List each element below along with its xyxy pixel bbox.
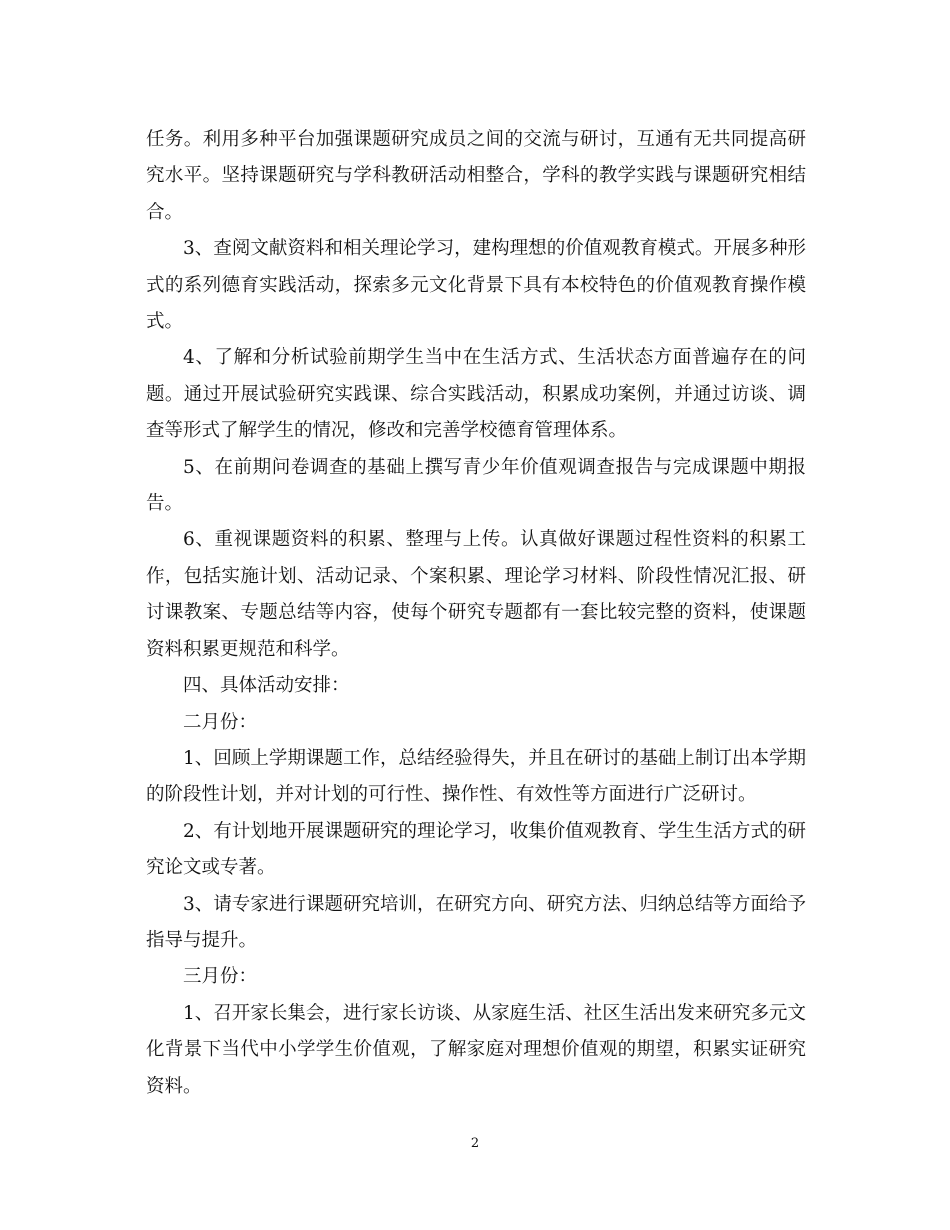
paragraph: 1、召开家长集会，进行家长访谈、从家庭生活、社区生活出发来研究多元文化背景下当代中小学学生价值观，了解家庭对理想价值观的期望，积累实证研究资料。 [146, 1002, 806, 1097]
month-heading: 三月份： [183, 966, 258, 988]
paragraph: 3、请专家进行课题研究培训，在研究方向、研究方法、归纳总结等方面给予指导与提升。 [146, 893, 806, 951]
paragraph: 6、重视课题资料的积累、整理与上传。认真做好课题过程性资料的积累工作，包括实施计划、活动记录、个案积累、理论学习材料、阶段性情况汇报、研讨课教案、专题总结等内容，使每个研究专题都有一套比较完整的资料，使课题资料积累更规范和科学。 [146, 529, 806, 660]
paragraph: 1、回顾上学期课题工作，总结经验得失，并且在研讨的基础上制订出本学期的阶段性计划，并对计划的可行性、操作性、有效性等方面进行广泛研讨。 [146, 747, 806, 806]
paragraph: 任务。利用多种平台加强课题研究成员之间的交流与研讨，互通有无共同提高研究水平。坚持课题研究与学科教研活动相整合，学科的教学实践与课题研究相结合。 [146, 129, 806, 223]
paragraph: 3、查阅文献资料和相关理论学习，建构理想的价值观教育模式。开展多种形式的系列德育实践活动，探索多元文化背景下具有本校特色的价值观教育操作模式。 [146, 238, 806, 333]
section-heading: 四、具体活动安排： [183, 675, 350, 697]
document-body [146, 122, 806, 1105]
paragraph: 4、了解和分析试验前期学生当中在生活方式、生活状态方面普遍存在的问题。通过开展试验研究实践课、综合实践活动，积累成功案例，并通过访谈、调查等形式了解学生的情况，修改和完善学校德育管理体系。 [146, 347, 806, 442]
paragraph: 2、有计划地开展课题研究的理论学习，收集价值观教育、学生生活方式的研究论文或专著。 [146, 820, 806, 879]
paragraph: 5、在前期问卷调查的基础上撰写青少年价值观调查报告与完成课题中期报告。 [146, 456, 806, 515]
month-heading: 二月份： [183, 711, 258, 733]
page-number: 2 [470, 1136, 480, 1151]
